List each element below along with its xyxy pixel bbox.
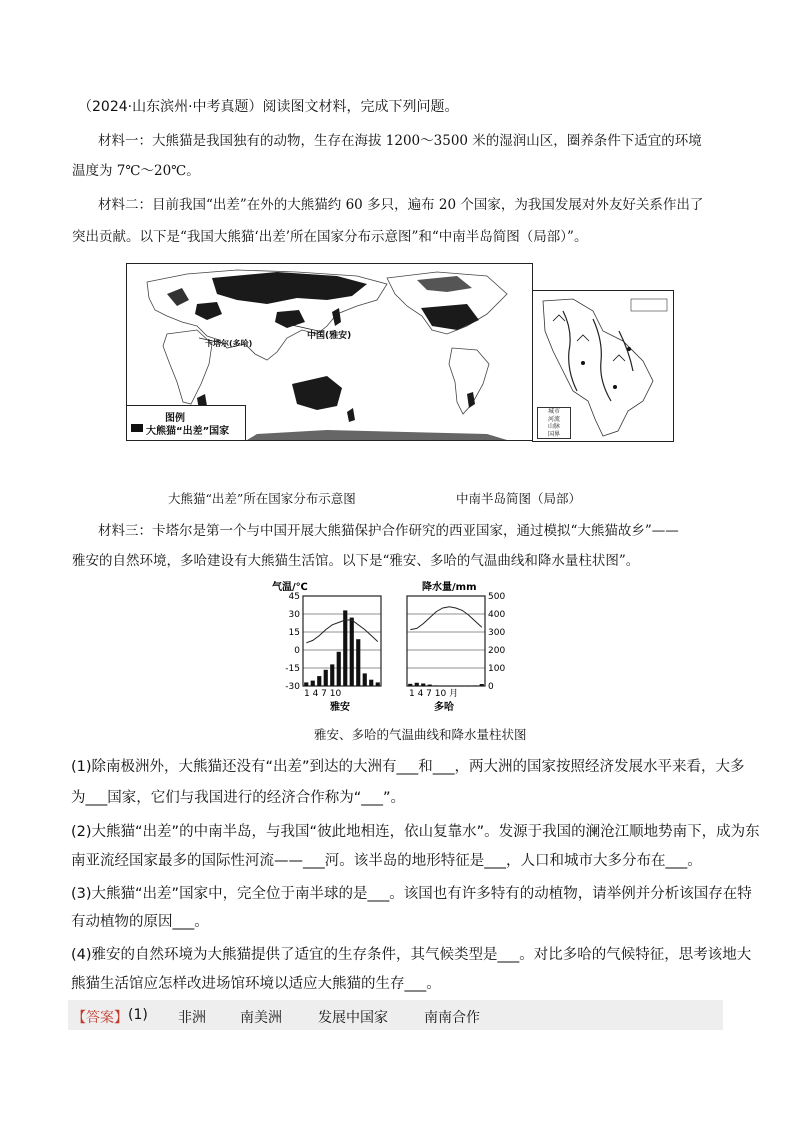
temp-tick-label: -15 <box>285 664 300 674</box>
doha-precip-bar <box>421 683 425 686</box>
doha-precip-bar <box>454 686 458 687</box>
ya-an-precip-bar <box>356 639 360 686</box>
answer-4: 南南合作 <box>424 1010 480 1026</box>
intro-text: （2024·山东滨州·中考真题）阅读图文材料，完成下列问题。 <box>78 99 459 115</box>
map-legend <box>127 405 246 440</box>
doha-precip-bar <box>441 686 445 687</box>
doha-precip-bar <box>473 685 477 686</box>
legend-swatch <box>131 424 143 432</box>
doha-precip-bar <box>480 684 484 686</box>
answer-3: 发展中国家 <box>318 1010 388 1026</box>
temp-tick-label: -30 <box>285 682 300 692</box>
question-3-line1: (3)大熊猫“出差”国家中，完全位于南半球的是___。该国也有许多特有的动植物，请举例并分析该国存在特 <box>71 886 752 902</box>
ya-an-precip-bar <box>304 682 308 686</box>
temp-tick-label: 45 <box>288 592 300 602</box>
ya-an-precip-bar <box>317 676 321 686</box>
label-china: 中国(雅安) <box>307 331 352 341</box>
precip-tick-label: 0 <box>488 682 494 692</box>
precip-axis-title: 降水量/mm <box>422 582 477 593</box>
caption-world-map: 大熊猫“出差”所在国家分布示意图 <box>168 491 356 506</box>
question-2-line2: 南亚流经国家最多的国际性河流——___河。该半岛的地形特征是___，人口和城市大多分布在___。 <box>71 853 702 869</box>
temp-tick-label: 15 <box>288 628 300 638</box>
question-4-line1: (4)雅安的自然环境为大熊猫提供了适宜的生存条件，其气候类型是___。对比多哈的气候特征，思考该地大 <box>71 947 752 963</box>
doha-precip-bar <box>460 686 464 687</box>
legend-city: 城市 <box>548 408 561 415</box>
doha-precip-bar <box>447 686 451 687</box>
material2-line1: 材料二：目前我国“出差”在外的大熊猫约 60 多只，遍布 20 个国家，为我国发展对外友好关系作出了 <box>98 197 704 213</box>
material3-line2: 雅安的自然环境，多哈建设有大熊猫生活馆。以下是“雅安、多哈的气温曲线和降水量柱状图”。 <box>72 553 640 569</box>
caption-indochina-map: 中南半岛简图（局部） <box>456 491 582 506</box>
doha-months: 1 4 7 10 月 <box>409 689 459 699</box>
doha-precip-bar <box>415 683 419 686</box>
temp-axis-title: 气温/℃ <box>272 582 308 593</box>
material1-line1: 材料一：大熊猫是我国独有的动物，生存在海拔 1200～3500 米的湿润山区，圈养条件下适宜的环境 <box>98 133 702 149</box>
ya-an-months: 1 4 7 10 <box>304 689 342 699</box>
ya-an-precip-bar <box>311 681 315 686</box>
ya-an-precip-bar <box>343 610 347 686</box>
material2-line2: 突出贡献。以下是“我国大熊猫‘出差’所在国家分布示意图”和“中南半岛简图（局部）”。 <box>72 229 588 245</box>
doha-precip-bar <box>467 686 471 687</box>
temp-tick-label: 0 <box>294 646 300 656</box>
answer-2: 南美洲 <box>240 1010 282 1026</box>
doha-label: 多哈 <box>434 702 454 713</box>
climate-chart-svg <box>270 578 520 718</box>
legend-border: 国界 <box>548 430 561 438</box>
material3-line1: 材料三：卡塔尔是第一个与中国开展大熊猫保护合作研究的西亚国家，通过模拟“大熊猫故乡”—— <box>98 523 679 539</box>
caption-climate: 雅安、多哈的气温曲线和降水量柱状图 <box>314 727 527 742</box>
legend-mountain: 山脉 <box>548 423 561 430</box>
question-4-line2: 熊猫生活馆应怎样改进场馆环境以适应大熊猫的生存___。 <box>71 976 441 992</box>
indochina-map <box>532 290 674 442</box>
question-1-line1: (1)除南极洲外，大熊猫还没有“出差”到达的大洲有___和___，两大洲的国家按照经济发展水平来看，大多 <box>71 759 745 775</box>
ya-an-label: 雅安 <box>330 702 350 713</box>
answer-1: 非洲 <box>178 1010 206 1026</box>
ya-an-panel <box>303 596 381 686</box>
doha-precip-bar <box>434 685 438 686</box>
precip-tick-label: 500 <box>488 592 506 602</box>
indochina-legend <box>537 407 571 439</box>
ya-an-precip-bar <box>369 680 373 686</box>
ya-an-precip-bar <box>330 664 334 686</box>
doha-precip-bar <box>408 684 412 686</box>
precip-tick-label: 300 <box>488 628 506 638</box>
label-qatar: 卡塔尔(多哈) <box>205 339 253 348</box>
precip-tick-label: 400 <box>488 610 506 620</box>
answer-number: (1) <box>128 1007 148 1023</box>
ya-an-precip-bar <box>337 652 341 686</box>
answer-label: 【答案】 <box>72 1010 128 1026</box>
ya-an-precip-bar <box>363 673 367 686</box>
doha-panel <box>407 596 485 686</box>
question-1-line2: 为___国家，它们与我国进行的经济合作称为“___”。 <box>71 790 406 806</box>
material1-line2: 温度为 7℃～20℃。 <box>72 163 200 179</box>
question-3-line2: 有动植物的原因___。 <box>71 914 209 930</box>
precip-tick-label: 200 <box>488 646 506 656</box>
legend-river: 河流 <box>548 415 561 423</box>
climate-chart <box>270 578 520 718</box>
legend-title: 图例 <box>165 413 185 424</box>
ya-an-precip-bar <box>376 682 380 686</box>
temp-tick-label: 30 <box>288 610 300 620</box>
doha-precip-bar <box>428 685 432 686</box>
precip-tick-label: 100 <box>488 664 506 674</box>
question-2-line1: (2)大熊猫“出差”的中南半岛，与我国“彼此地相连，依山复靠水”。发源于我国的澜沧江顺地势南下，成为东 <box>71 824 760 840</box>
legend-item: 大熊猫“出差”国家 <box>146 426 230 437</box>
world-map <box>126 263 533 441</box>
ya-an-precip-bar <box>350 618 354 686</box>
answer-bar <box>68 1000 723 1030</box>
ya-an-precip-bar <box>324 670 328 686</box>
